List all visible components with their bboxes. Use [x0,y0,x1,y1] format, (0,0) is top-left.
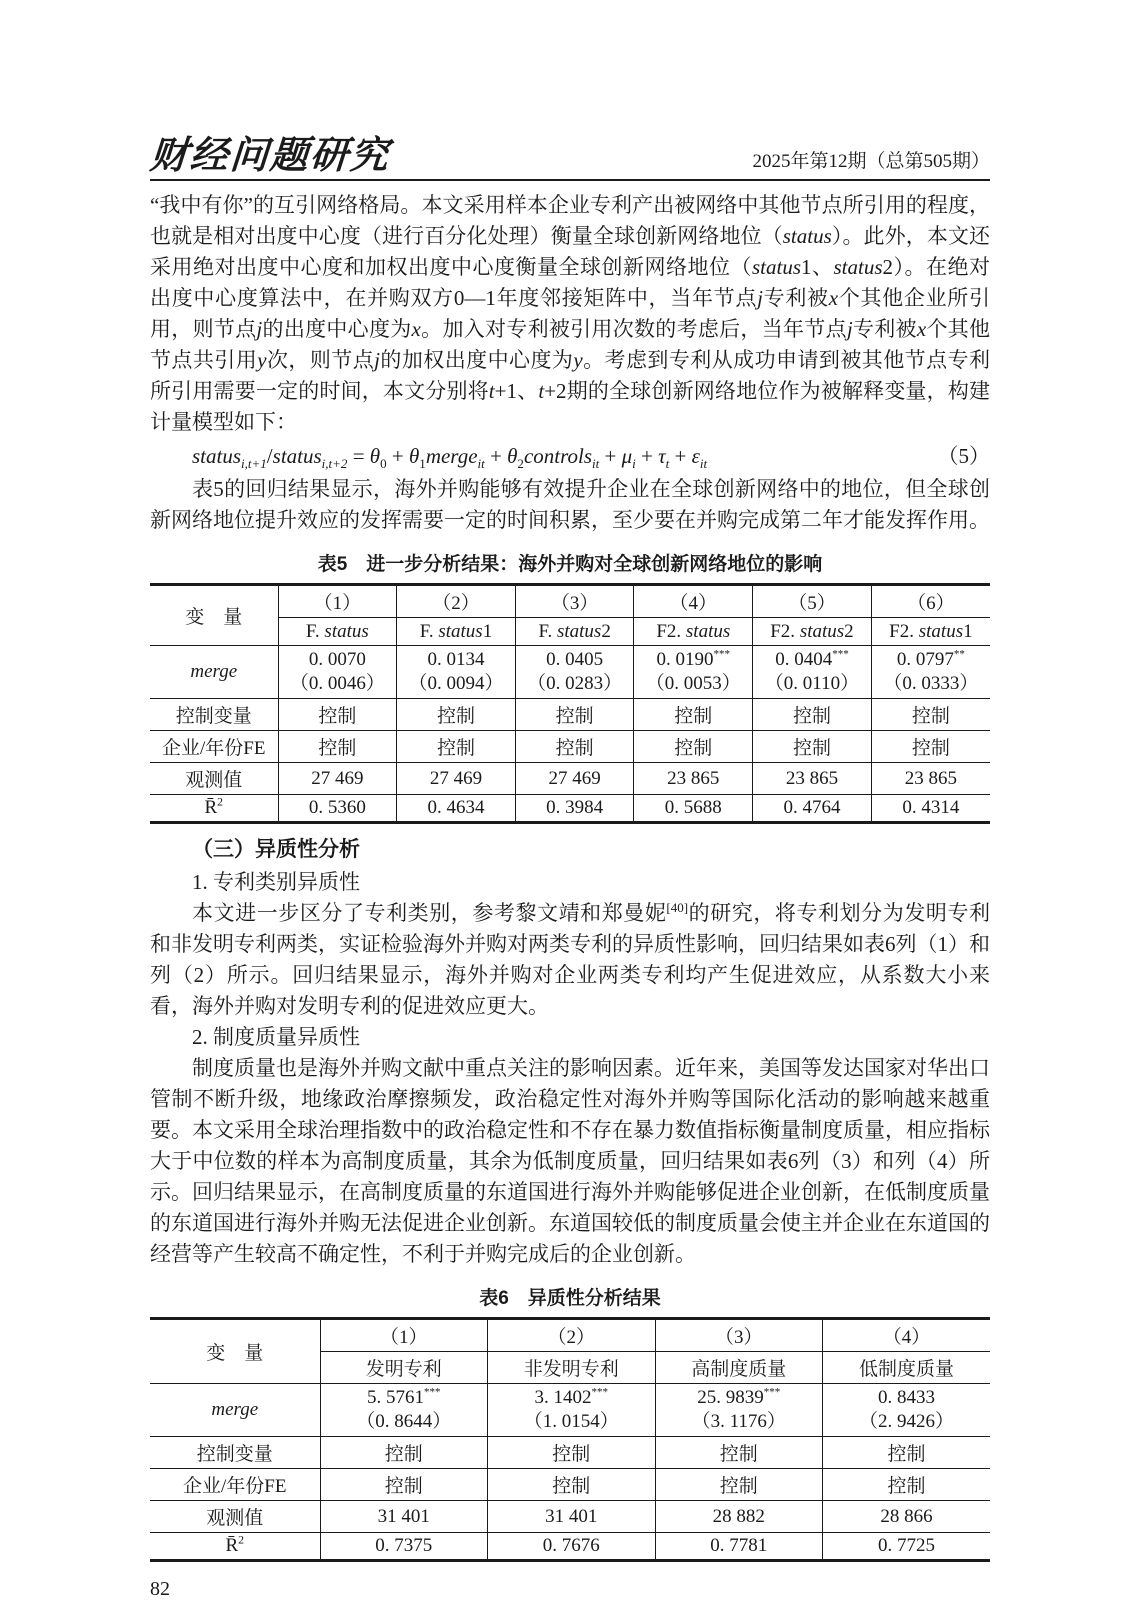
coef-cell: 0. 0405 （0. 0283） [515,646,634,699]
value-cell: 27 469 [515,763,634,795]
coef-cell: 5. 5761*** （0. 8644） [320,1384,488,1437]
issue-label: 2025年第12期（总第505期） [752,151,990,173]
model-header-cell: F. status [278,618,397,646]
value-cell: 0. 7676 [488,1533,656,1561]
value-cell: 控制 [488,1469,656,1501]
body-text [150,190,990,1601]
value-cell: 控制 [278,731,397,763]
value-cell: 0. 7375 [320,1533,488,1561]
model-header-cell: F. status2 [515,618,634,646]
value-cell: 0. 5360 [278,795,397,823]
coef-cell: 0. 0404*** （0. 0110） [753,646,872,699]
table-row [150,646,990,699]
table6-caption: 表6 异质性分析结果 [479,1288,661,1309]
sub-heading: 1. 专利类别异质性 [192,870,360,894]
model-header-cell: F2. status1 [871,618,990,646]
coef-cell: 0. 0797** （0. 0333） [871,646,990,699]
value-cell: 控制 [634,731,753,763]
value-cell: 0. 7725 [823,1533,991,1561]
column-number-cell: （2） [397,585,516,618]
table-row [150,1469,990,1501]
value-cell: 27 469 [397,763,516,795]
coef-cell: 0. 8433 （2. 9426） [823,1384,991,1437]
equation-number: （5） [937,444,990,468]
table-row [150,1319,990,1352]
column-number-cell: （5） [753,585,872,618]
variable-label-cell: 观测值 [150,1501,320,1533]
coef-cell: 0. 0190*** （0. 0053） [634,646,753,699]
model-header-cell: F2. status2 [753,618,872,646]
column-number-cell: （1） [320,1319,488,1352]
value-cell: 控制 [278,699,397,731]
value-cell: 0. 4314 [871,795,990,823]
column-number-cell: （3） [655,1319,823,1352]
value-cell: 控制 [823,1469,991,1501]
value-cell: 控制 [753,699,872,731]
model-header-cell: 发明专利 [320,1352,488,1384]
section-heading: （三）异质性分析 [192,838,360,861]
r-squared-label-cell: R̄$^2$ [150,1533,320,1561]
value-cell: 控制 [655,1469,823,1501]
sub-heading: 2. 制度质量异质性 [192,1025,360,1049]
value-cell: 控制 [634,699,753,731]
paragraph: “我中有你”的互引网络格局。本文采用样本企业专利产出被网络中其他节点所引用的程度，也就是相对出度中心度（进行百分化处理）衡量全球创新网络地位（status）。此外，本文还采用绝对出度中心度和加权出度中心度衡量全球创新网络地位（status1、status2）。在绝对出度中心度算法中，在并购双方0—1年度邻接矩阵中，当年节点j专利被x个其他企业所引用，则节点j的出度中心度为x。加入对专利被引用次数的考虑后，当年节点j专利被x个其他节点共引用y次，则节点j的加权出度中心度为y。考虑到专利从成功申请到被其他节点专利所引用需要一定的时间，本文分别将t+1、t+2期的全球创新网络地位作为被解释变量，构建计量模型如下： [150,193,991,434]
column-number-cell: （4） [634,585,753,618]
value-cell: 控制 [397,699,516,731]
table5-caption: 表5 进一步分析结果：海外并购对全球创新网络地位的影响 [317,554,823,575]
value-cell: 27 469 [278,763,397,795]
value-cell: 28 866 [823,1501,991,1533]
table-row [150,763,990,795]
variable-label-cell: merge [150,1384,320,1437]
table-row [150,1533,990,1561]
row-header-cell: 变 量 [185,607,243,628]
column-number-cell: （6） [871,585,990,618]
value-cell: 31 401 [320,1501,488,1533]
value-cell: 28 882 [655,1501,823,1533]
value-cell: 控制 [397,731,516,763]
coef-cell: 0. 0134 （0. 0094） [397,646,516,699]
value-cell: 0. 7781 [655,1533,823,1561]
table-row [150,1437,990,1469]
value-cell: 0. 4764 [753,795,872,823]
value-cell: 0. 4634 [397,795,516,823]
model-header-cell: F. status1 [397,618,516,646]
value-cell: 23 865 [634,763,753,795]
value-cell: 控制 [320,1437,488,1469]
variable-label-cell: 观测值 [150,763,278,795]
table-row [150,1384,990,1437]
table-6 [150,1317,990,1562]
paragraph: 表5的回归结果显示，海外并购能够有效提升企业在全球创新网络中的地位，但全球创新网络地位提升效应的发挥需要一定的时间积累，至少要在并购完成第二年才能发挥作用。 [150,477,990,532]
paragraph: 本文进一步区分了专利类别，参考黎文靖和郑曼妮[40]的研究，将专利划分为发明专利和非发明专利两类，实证检验海外并购对两类专利的异质性影响，回归结果如表6列（1）和列（2）所示。回归结果显示，海外并购对企业两类专利均产生促进效应，从系数大小来看，海外并购对发明专利的促进效应更大。 [150,900,991,1018]
column-number-cell: （4） [823,1319,991,1352]
coef-cell: 25. 9839*** （3. 1176） [655,1384,823,1437]
value-cell: 控制 [823,1437,991,1469]
table-row [150,1501,990,1533]
table-row [150,731,990,763]
table-row [150,795,990,823]
variable-label-cell: 控制变量 [150,1437,320,1469]
value-cell: 控制 [515,731,634,763]
row-header-cell: 变 量 [206,1343,264,1364]
value-cell: 23 865 [871,763,990,795]
equation-5 [150,440,990,472]
column-number-cell: （3） [515,585,634,618]
value-cell: 控制 [515,699,634,731]
value-cell: 控制 [871,699,990,731]
value-cell: 23 865 [753,763,872,795]
value-cell: 0. 5688 [634,795,753,823]
column-number-cell: （1） [278,585,397,618]
model-header-cell: 高制度质量 [655,1352,823,1384]
value-cell: 控制 [320,1469,488,1501]
page-header [150,118,990,181]
variable-label-cell: 控制变量 [150,699,278,731]
value-cell: 0. 3984 [515,795,634,823]
table-5 [150,583,990,824]
equation-body: status$_{i,t+1}$/status$_{i,t+2}$ = $\theta_0$ + $\theta_1merge_{it}$ + $\theta_2controls_{it} + \mu_i + \tau_t + \varepsilon_{it}$ [192,444,708,472]
model-header-cell: 低制度质量 [823,1352,991,1384]
journal-logo: 财经问题研究 [148,132,392,177]
table-row [150,699,990,731]
coef-cell: 3. 1402*** （1. 0154） [488,1384,656,1437]
paragraph: 制度质量也是海外并购文献中重点关注的影响因素。近年来，美国等发达国家对华出口管制不断升级，地缘政治摩擦频发，政治稳定性对海外并购等国际化活动的影响越来越重要。本文采用全球治理指数中的政治稳定性和不存在暴力数值指标衡量制度质量，相应指标大于中位数的样本为高制度质量，其余为低制度质量，回归结果如表6列（3）和列（4）所示。回归结果显示，在高制度质量的东道国进行海外并购能够促进企业创新，在低制度质量的东道国进行海外并购无法促进企业创新。东道国较低的制度质量会使主并企业在东道国的经营等产生较高不确定性，不利于并购完成后的企业创新。 [150,1056,990,1266]
coef-cell: 0. 0070 （0. 0046） [278,646,397,699]
value-cell: 控制 [871,731,990,763]
table-row [150,585,990,618]
model-header-cell: F2. status [634,618,753,646]
column-number-cell: （2） [488,1319,656,1352]
variable-label-cell: 企业/年份FE [150,731,278,763]
model-header-cell: 非发明专利 [488,1352,656,1384]
value-cell: 31 401 [488,1501,656,1533]
variable-label-cell: merge [150,646,278,699]
value-cell: 控制 [655,1437,823,1469]
r-squared-label-cell: R̄$^2$ [150,795,278,823]
value-cell: 控制 [753,731,872,763]
variable-label-cell: 企业/年份FE [150,1469,320,1501]
value-cell: 控制 [488,1437,656,1469]
page-number: 82 [150,1578,170,1600]
